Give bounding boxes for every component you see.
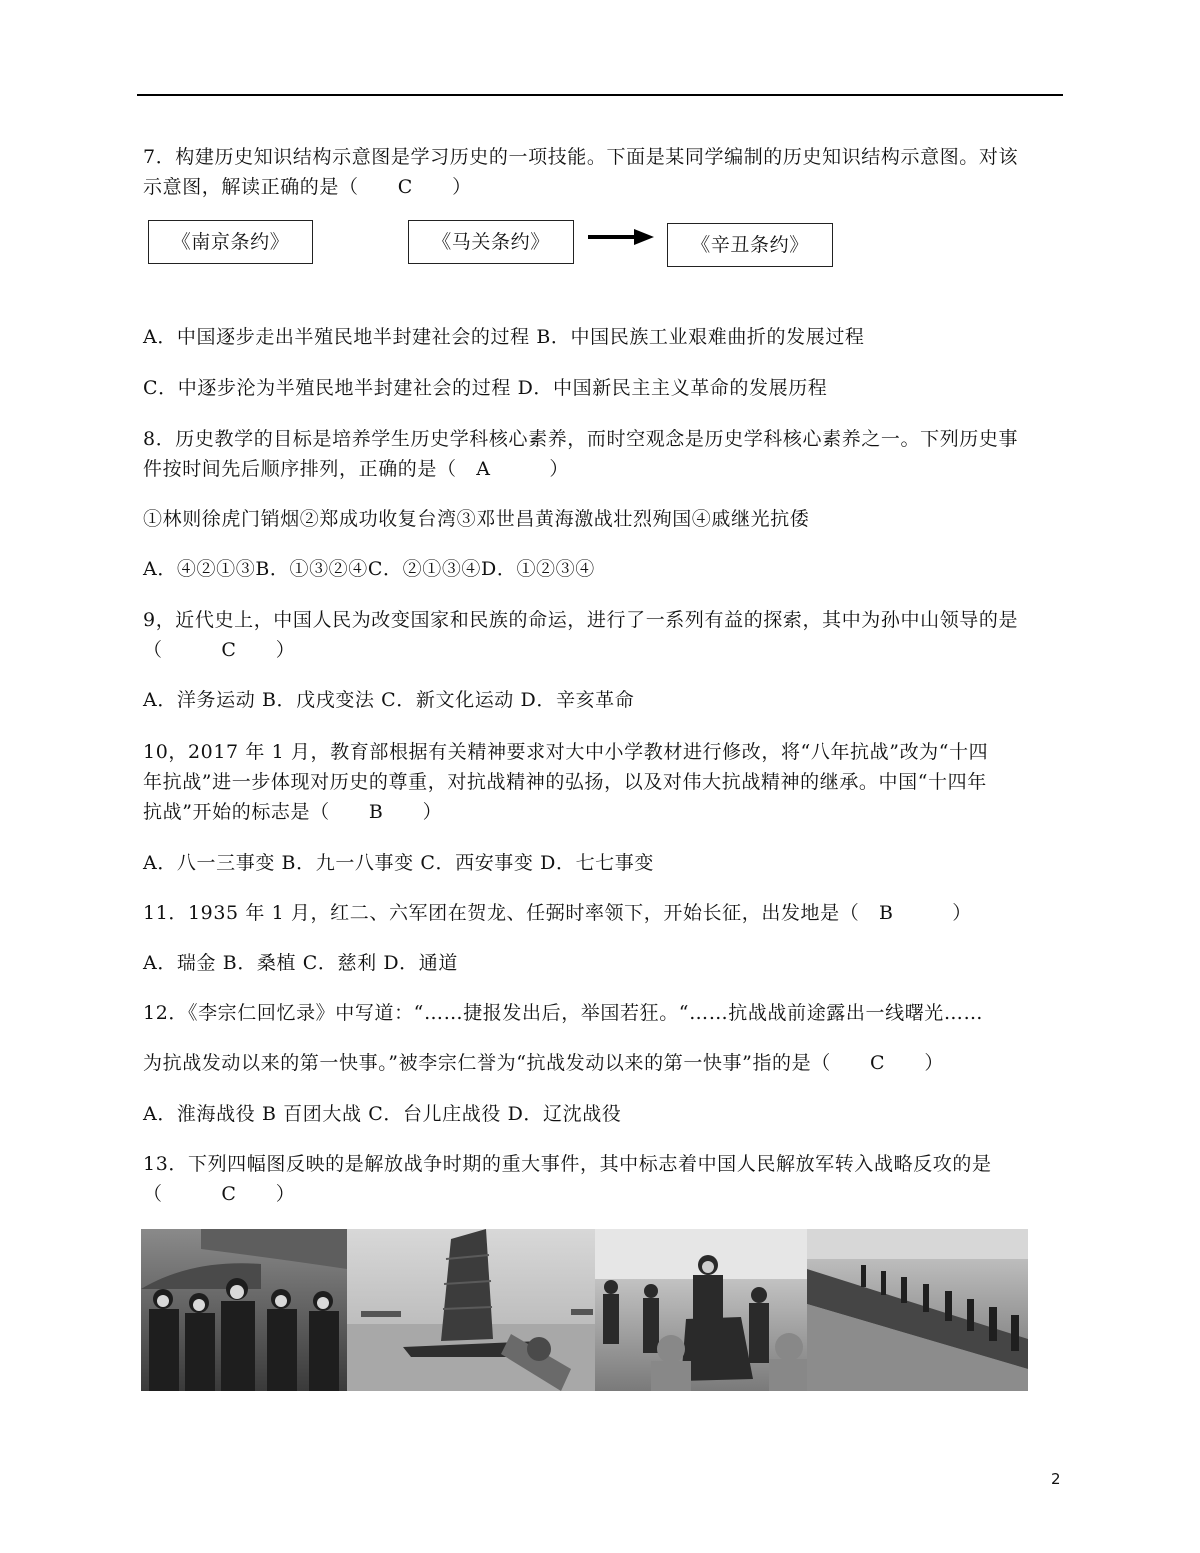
- page-number: 2: [1051, 1470, 1061, 1488]
- q7-stem-line1: 7．构建历史知识结构示意图是学习历史的一项技能。下面是某同学编制的历史知识结构示意图。对该: [143, 146, 1019, 168]
- photo-pontoon-bridge-crossing: [807, 1229, 1028, 1391]
- q11-options: A．瑞金 B．桑植 C．慈利 D．通道: [143, 952, 458, 974]
- q12-stem-line1: 12．《李宗仁回忆录》中写道：“……捷报发出后，举国若狂。“……抗战战前途露出一线曙光……: [143, 1002, 984, 1024]
- q13-stem-line2: （ C ）: [143, 1183, 296, 1205]
- photo-leaders-at-airport: [141, 1229, 347, 1391]
- photo-river-crossing-boat: [347, 1229, 595, 1391]
- q11-stem: 11．1935 年 1 月，红二、六军团在贺龙、任弼时率领下，开始长征，出发地是（ B ）: [143, 902, 972, 924]
- q9-stem-line2: （ C ）: [143, 639, 296, 661]
- historical-photos-strip: [141, 1229, 1028, 1391]
- photo-troops-on-march: [595, 1229, 807, 1391]
- q7-options-ab: A．中国逐步走出半殖民地半封建社会的过程 B．中国民族工业艰难曲折的发展过程: [143, 326, 865, 348]
- q12-options: A．淮海战役 B 百团大战 C．台儿庄战役 D．辽沈战役: [143, 1103, 622, 1125]
- diagram-box-nanjing-treaty: 《南京条约》: [148, 220, 313, 264]
- q10-stem-line1: 10，2017 年 1 月，教育部根据有关精神要求对大中小学教材进行修改，将“八年抗战”改为“十四: [143, 741, 989, 763]
- q9-options: A．洋务运动 B．戊戌变法 C．新文化运动 D．辛亥革命: [143, 689, 635, 711]
- q9-stem-line1: 9，近代史上，中国人民为改变国家和民族的命运，进行了一系列有益的探索，其中为孙中山领导的是: [143, 609, 1019, 631]
- diagram-box-maguan-treaty: 《马关条约》: [408, 220, 574, 264]
- q10-stem-line3: 抗战”开始的标志是（ B ）: [143, 801, 443, 823]
- q8-options: A．④②①③B．①③②④C．②①③④D．①②③④: [143, 558, 595, 580]
- header-rule: [137, 94, 1063, 96]
- arrow-right-icon: [588, 227, 654, 247]
- q12-stem-line2: 为抗战发动以来的第一快事。”被李宗仁誉为“抗战发动以来的第一快事”指的是（ C ）: [143, 1052, 944, 1074]
- diagram-box-xinchou-treaty: 《辛丑条约》: [667, 223, 833, 267]
- q10-options: A．八一三事变 B．九一八事变 C．西安事变 D．七七事变: [143, 852, 654, 874]
- q8-stem-line1: 8．历史教学的目标是培养学生历史学科核心素养，而时空观念是历史学科核心素养之一。下列历史事: [143, 428, 1019, 450]
- q7-stem-line2: 示意图，解读正确的是（ C ）: [143, 176, 472, 198]
- q8-events: ①林则徐虎门销烟②郑成功收复台湾③邓世昌黄海激战壮烈殉国④戚继光抗倭: [143, 508, 810, 530]
- q10-stem-line2: 年抗战”进一步体现对历史的尊重，对抗战精神的弘扬，以及对伟大抗战精神的继承。中国“十四年: [143, 771, 987, 793]
- q13-stem-line1: 13．下列四幅图反映的是解放战争时期的重大事件，其中标志着中国人民解放军转入战略反攻的是: [143, 1153, 992, 1175]
- q8-stem-line2: 件按时间先后顺序排列，正确的是（ A ）: [143, 458, 569, 480]
- q7-options-cd: C．中逐步沦为半殖民地半封建社会的过程 D．中国新民主主义革命的发展历程: [143, 377, 828, 399]
